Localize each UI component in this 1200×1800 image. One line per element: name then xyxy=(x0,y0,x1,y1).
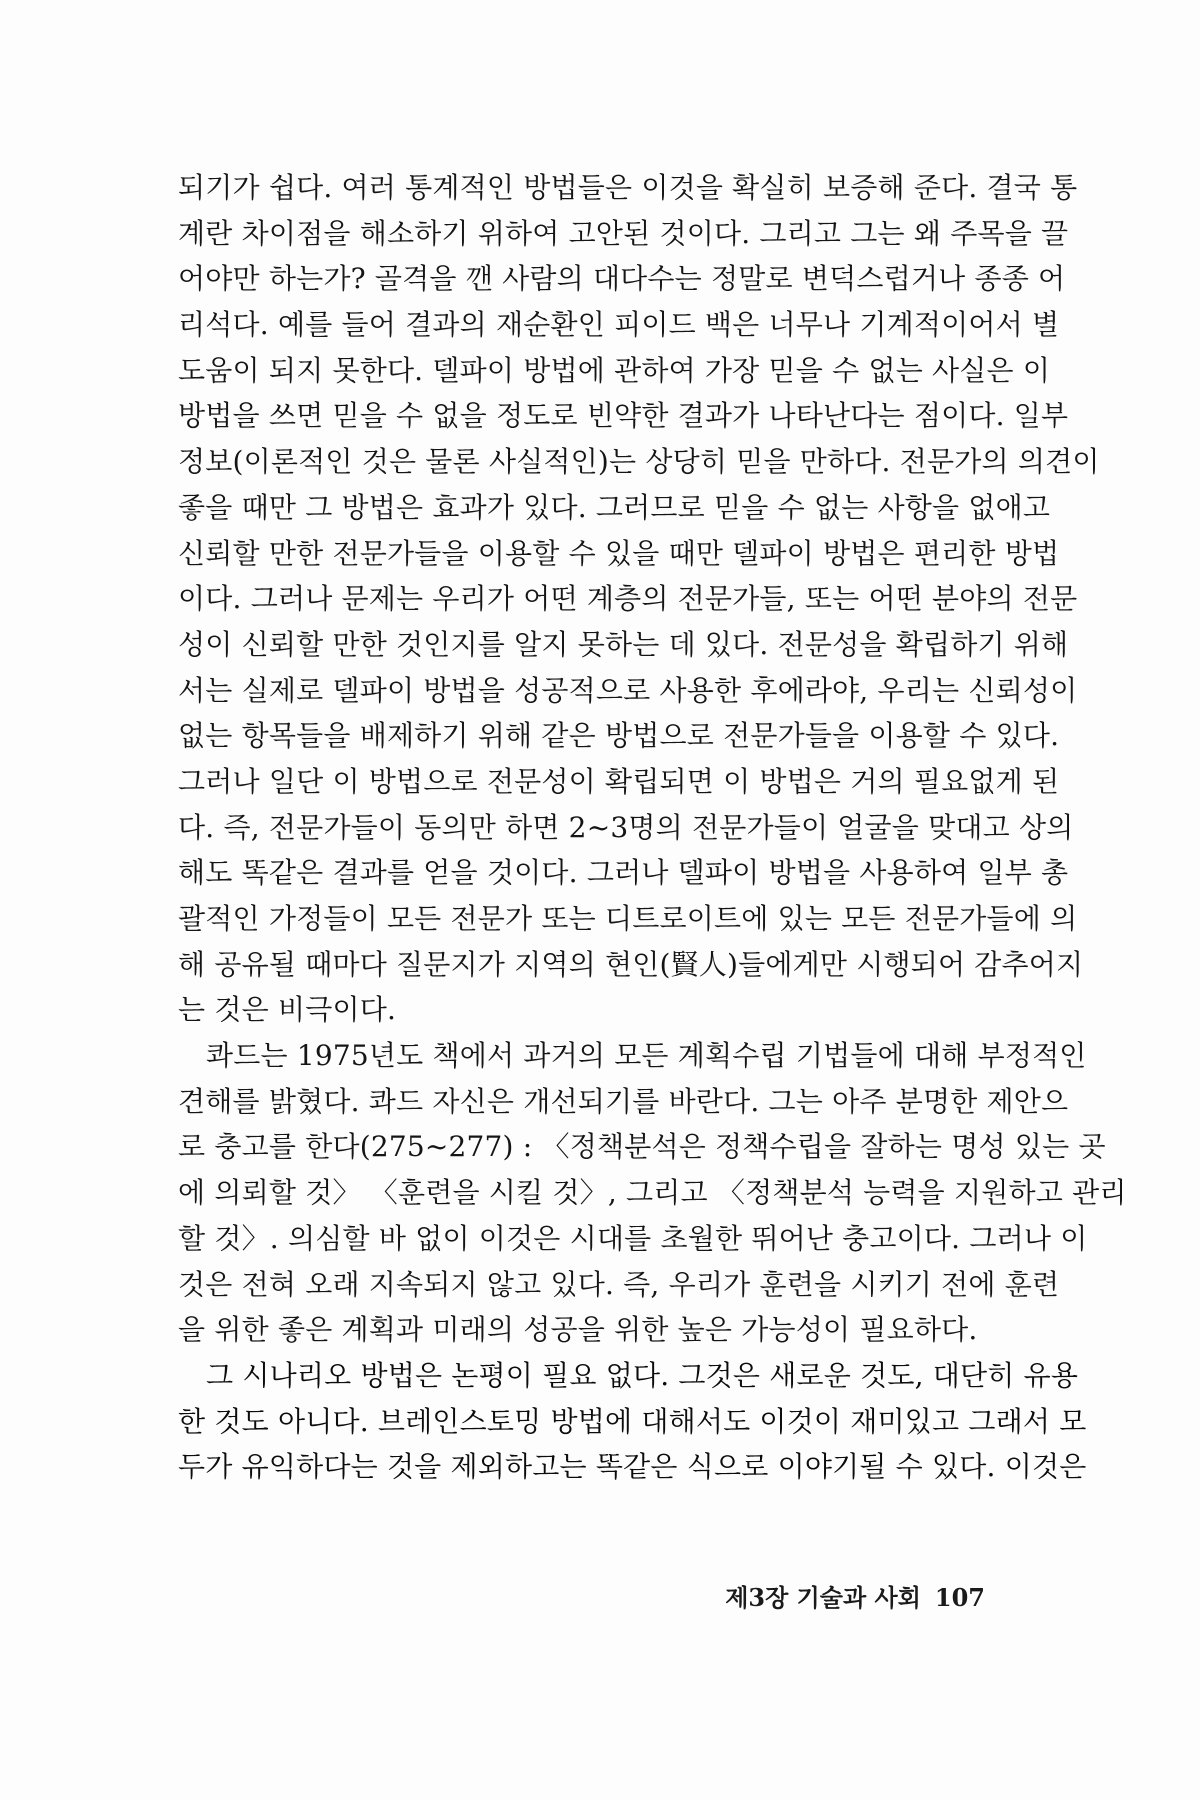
paragraph-start-line: 콰드는 1975년도 책에서 과거의 모든 계획수립 기법들에 대해 부정적인 xyxy=(206,1039,1087,1073)
body-line: 두가 유익하다는 것을 제외하고는 똑같은 식으로 이야기될 수 있다. 이것은 xyxy=(178,1450,1087,1484)
body-text xyxy=(178,165,1127,1490)
paragraph-start-line: 그 시나리오 방법은 논평이 필요 없다. 그것은 새로운 것도, 대단히 유용 xyxy=(206,1358,1079,1392)
page-number: 107 xyxy=(934,1583,985,1612)
body-line: 견해를 밝혔다. 콰드 자신은 개선되기를 바란다. 그는 아주 분명한 제안으 xyxy=(178,1084,1069,1118)
body-line: 는 것은 비극이다. xyxy=(178,993,397,1027)
body-line: 방법을 쓰면 믿을 수 없을 정도로 빈약한 결과가 나타난다는 점이다. 일부 xyxy=(178,399,1069,433)
body-line: 어야만 하는가? 골격을 깬 사람의 대다수는 정말로 변덕스럽거나 종종 어 xyxy=(178,262,1066,296)
running-footer xyxy=(725,1578,985,1613)
body-line: 할 것〉. 의심할 바 없이 이것은 시대를 초월한 뛰어난 충고이다. 그러나 이 xyxy=(178,1221,1088,1255)
body-line: 신뢰할 만한 전문가들을 이용할 수 있을 때만 델파이 방법은 편리한 방법 xyxy=(178,536,1060,570)
body-line: 해 공유될 때마다 질문지가 지역의 현인(賢人)들에게만 시행되어 감추어지 xyxy=(178,947,1084,981)
body-line: 이다. 그러나 문제는 우리가 어떤 계층의 전문가들, 또는 어떤 분야의 전문 xyxy=(178,582,1078,616)
body-line: 한 것도 아니다. 브레인스토밍 방법에 대해서도 이것이 재미있고 그래서 모 xyxy=(178,1404,1087,1438)
chapter-title: 제3장 기술과 사회 xyxy=(725,1583,921,1612)
body-line: 되기가 쉽다. 여러 통계적인 방법들은 이것을 확실히 보증해 준다. 결국 통 xyxy=(178,171,1078,204)
body-line: 다. 즉, 전문가들이 동의만 하면 2~3명의 전문가들이 얼굴을 맞대고 상의 xyxy=(178,810,1074,844)
body-line: 것은 전혀 오래 지속되지 않고 있다. 즉, 우리가 훈련을 시키기 전에 훈련 xyxy=(178,1267,1060,1301)
body-line: 계란 차이점을 해소하기 위하여 고안된 것이다. 그리고 그는 왜 주목을 끌 xyxy=(178,216,1069,250)
body-line: 에 의뢰할 것〉 〈훈련을 시킬 것〉, 그리고 〈정책분석 능력을 지원하고 관리 xyxy=(178,1176,1127,1210)
body-line: 을 위한 좋은 계획과 미래의 성공을 위한 높은 가능성이 필요하다. xyxy=(178,1313,978,1347)
body-line: 로 충고를 한다(275~277) : 〈정책분석은 정책수립을 잘하는 명성 있는 곳 xyxy=(178,1130,1106,1164)
body-line: 그러나 일단 이 방법으로 전문성이 확립되면 이 방법은 거의 필요없게 된 xyxy=(178,764,1060,798)
body-line: 괄적인 가정들이 모든 전문가 또는 디트로이트에 있는 모든 전문가들에 의 xyxy=(178,902,1078,935)
body-line: 도움이 되지 못한다. 델파이 방법에 관하여 가장 믿을 수 없는 사실은 이 xyxy=(178,353,1051,387)
body-line: 좋을 때만 그 방법은 효과가 있다. 그러므로 믿을 수 없는 사항을 없애고 xyxy=(178,490,1051,524)
body-line: 리석다. 예를 들어 결과의 재순환인 피이드 백은 너무나 기계적이어서 별 xyxy=(178,308,1060,342)
body-line: 서는 실제로 델파이 방법을 성공적으로 사용한 후에라야, 우리는 신뢰성이 xyxy=(178,673,1078,707)
body-line: 없는 항목들을 배제하기 위해 같은 방법으로 전문가들을 이용할 수 있다. xyxy=(178,719,1060,753)
body-line: 해도 똑같은 결과를 얻을 것이다. 그러나 델파이 방법을 사용하여 일부 총 xyxy=(178,856,1069,890)
body-line: 정보(이론적인 것은 물론 사실적인)는 상당히 믿을 만하다. 전문가의 의견이 xyxy=(178,445,1100,479)
body-line: 성이 신뢰할 만한 것인지를 알지 못하는 데 있다. 전문성을 확립하기 위해 xyxy=(178,627,1069,661)
